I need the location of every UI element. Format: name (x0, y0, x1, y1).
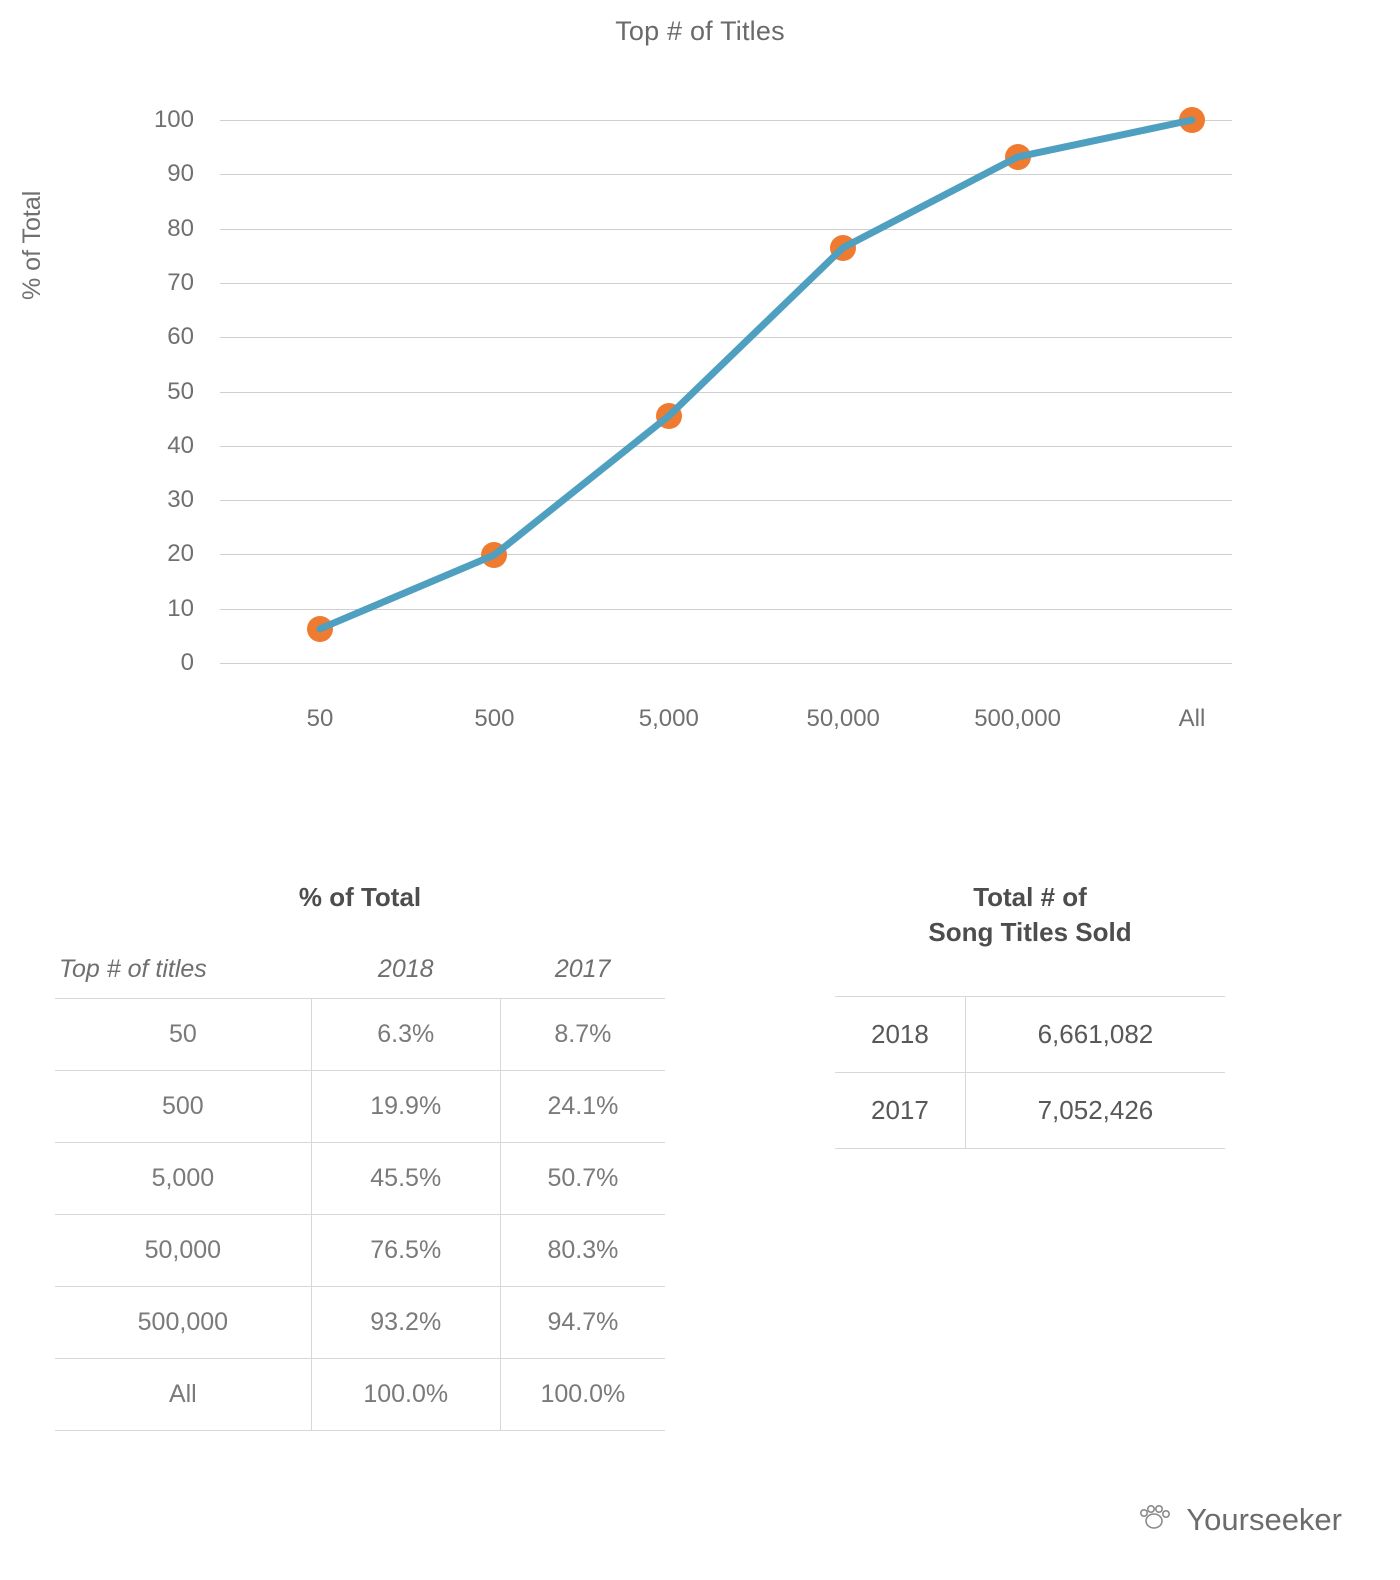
cell-2017: 94.7% (500, 1287, 665, 1359)
x-axis-tick-label: 50,000 (806, 705, 880, 732)
y-axis-tick-label: 90 (167, 160, 194, 188)
x-axis-tick-label: 5,000 (638, 705, 699, 732)
cell-2018: 100.0% (311, 1359, 500, 1431)
total-titles-sold-heading-line2: Song Titles Sold (928, 917, 1132, 948)
x-axis-tick-label: 50 (306, 705, 334, 732)
percent-of-total-table-wrapper (55, 880, 665, 1431)
cell-2017: 50.7% (500, 1143, 665, 1215)
cell-2017: 24.1% (500, 1071, 665, 1143)
cell-top-titles: 5,000 (55, 1143, 311, 1215)
cell-top-titles: All (55, 1359, 311, 1431)
table-row (55, 1071, 665, 1143)
y-axis-tick-label: 30 (167, 486, 194, 514)
x-axis-tick-label: 500 (474, 705, 515, 732)
cell-2018: 93.2% (311, 1287, 500, 1359)
y-axis-tick-label: 40 (167, 431, 194, 459)
cell-year: 2017 (835, 1073, 965, 1149)
cell-2017: 100.0% (500, 1359, 665, 1431)
y-axis-label: % of Total (18, 190, 46, 300)
x-axis-tick-label: All (1178, 705, 1206, 732)
total-titles-sold-heading-line1: Total # of (973, 882, 1087, 912)
cell-top-titles: 50,000 (55, 1215, 311, 1287)
cell-top-titles: 50 (55, 999, 311, 1071)
cell-2018: 76.5% (311, 1215, 500, 1287)
y-axis-tick-label: 20 (167, 540, 194, 568)
y-axis-tick-label: 10 (167, 594, 194, 622)
cell-2017: 80.3% (500, 1215, 665, 1287)
y-axis-tick-label: 80 (167, 214, 194, 242)
cell-total-titles: 6,661,082 (965, 997, 1225, 1073)
total-titles-sold-table-wrapper (790, 880, 1270, 1149)
y-axis-tick-label: 60 (167, 323, 194, 351)
cell-2018: 19.9% (311, 1071, 500, 1143)
percent-of-total-table (55, 949, 665, 1431)
watermark-label: Yourseeker (1186, 1501, 1342, 1537)
cell-top-titles: 500 (55, 1071, 311, 1143)
cell-top-titles: 500,000 (55, 1287, 311, 1359)
column-header-2017: 2017 (554, 955, 611, 984)
table-row (55, 1287, 665, 1359)
table-row (835, 1073, 1225, 1149)
cell-2018: 6.3% (311, 999, 500, 1071)
cell-year: 2018 (835, 997, 965, 1073)
column-header-2018: 2018 (377, 955, 434, 984)
table-header-row (55, 949, 665, 999)
watermark (1134, 1501, 1342, 1538)
paw-icon (1134, 1501, 1174, 1538)
total-titles-sold-heading (790, 880, 1270, 950)
y-axis-tick-label: 100 (153, 106, 194, 133)
percent-of-total-heading: % of Total (298, 882, 422, 912)
chart-title: Top # of Titles (615, 16, 785, 46)
cell-2018: 45.5% (311, 1143, 500, 1215)
total-titles-sold-table (835, 996, 1225, 1149)
table-row (55, 999, 665, 1071)
table-row (55, 1215, 665, 1287)
table-row (55, 1359, 665, 1431)
cell-2017: 8.7% (500, 999, 665, 1071)
table-row (55, 1143, 665, 1215)
y-axis-tick-label: 70 (167, 268, 194, 296)
column-header-top-titles: Top # of titles (59, 955, 207, 984)
y-axis-tick-label: 50 (167, 377, 194, 405)
x-axis-tick-label: 500,000 (974, 705, 1061, 732)
cell-total-titles: 7,052,426 (965, 1073, 1225, 1149)
y-axis-tick-label: 0 (180, 649, 194, 676)
table-row (835, 997, 1225, 1073)
